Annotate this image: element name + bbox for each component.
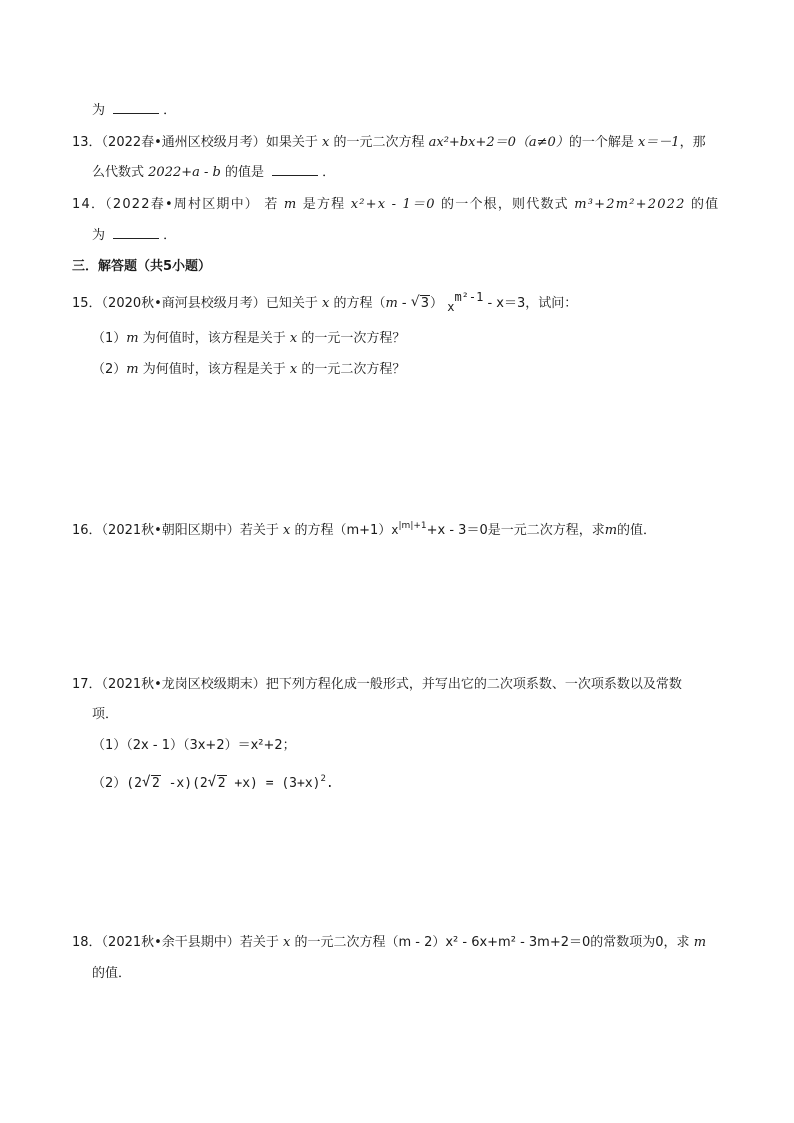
q13-text: 的值是: [225, 165, 265, 180]
question-17-line1: [72, 675, 682, 695]
q14-text: 为: [92, 228, 106, 243]
power-base: x: [391, 523, 399, 537]
question-18-line2: [92, 964, 131, 984]
power-base: x: [447, 300, 455, 314]
equation-part: +x) = (3+x): [226, 776, 321, 791]
q13-text: ，那: [679, 135, 706, 150]
question-number: 18．: [72, 935, 102, 950]
answer-blank[interactable]: [272, 174, 318, 176]
q12-continuation: [92, 101, 176, 121]
paren: ）: [430, 296, 444, 311]
q15-text: - x＝3，试问：: [483, 296, 578, 311]
q15-text: 已知关于: [265, 296, 318, 311]
q14-text: 是方程: [302, 197, 346, 212]
question-17-line2: [92, 705, 118, 725]
question-17-part2: [92, 774, 334, 794]
equation: x²+x - 1＝0: [350, 197, 436, 212]
q12-prefix: 为: [92, 103, 106, 118]
q17-text: 把下列方程化成一般形式，并写出它的二次项系数、一次项系数以及常数: [265, 677, 682, 692]
var-m: m: [604, 523, 618, 538]
q13-text: 的一元二次方程: [333, 135, 425, 150]
q16-text: +x - 3＝0是一元二次方程，求: [426, 523, 605, 538]
question-17-part1: [92, 736, 296, 756]
q14-text: 的一个根，则代数式: [441, 197, 569, 212]
question-14-line1: [72, 195, 719, 215]
equation-part: (2: [126, 776, 142, 791]
question-18-line1: [72, 933, 706, 953]
question-source: （2021秋•余干县期中）: [101, 935, 240, 950]
q18-text: 若关于: [239, 935, 279, 950]
q15-text: 为何值时，该方程是关于: [142, 362, 286, 377]
var-m: m: [126, 362, 139, 377]
part-label: （2）: [92, 776, 127, 791]
question-source: （2021秋•龙岗区校级期末）: [101, 677, 266, 692]
q18-text: 的一元二次方程（m - 2）x² - 6x+m² - 3m+2＝0的常数项为0，求: [294, 935, 690, 950]
var-m: m: [283, 197, 298, 212]
q16-text: 若关于: [239, 523, 279, 538]
question-source: （2022春•周村区期中）: [105, 197, 260, 212]
sqrt-radicand: 2: [151, 776, 160, 791]
question-15-part2: [92, 360, 405, 380]
expression: 2022+a - b: [148, 165, 221, 180]
var-x: x: [289, 362, 298, 377]
answer-blank[interactable]: [113, 237, 159, 239]
question-number: 17．: [72, 677, 102, 692]
q17-text: 项．: [92, 707, 119, 722]
q16-text: 的方程（m+1）: [294, 523, 392, 538]
power-exponent: 2: [320, 774, 326, 784]
question-number: 16．: [72, 523, 102, 538]
equation: ax²+bx+2＝0（a≠0）: [428, 135, 569, 150]
minus-sign: -: [397, 296, 411, 311]
q13-end: ．: [322, 165, 336, 180]
sqrt-symbol: [208, 774, 227, 794]
var-m: m: [385, 296, 398, 311]
var-x: x: [321, 296, 330, 311]
var-x: x: [289, 331, 298, 346]
question-number: 15．: [72, 296, 102, 311]
q15-text: 的方程（: [333, 296, 386, 311]
q13-text: 如果关于: [265, 135, 318, 150]
solution: x＝－1: [637, 135, 680, 150]
q14-text: 若: [264, 197, 279, 212]
var-x: x: [282, 523, 291, 538]
var-m: m: [126, 331, 139, 346]
equation-part: .: [325, 776, 334, 791]
q15-text: 为何值时，该方程是关于: [142, 331, 286, 346]
question-number: 14．: [72, 197, 106, 212]
equation: （2x - 1）（3x+2）＝x²+2；: [126, 738, 296, 753]
answer-blank[interactable]: [113, 112, 159, 114]
expression: m³+2m²+2022: [574, 197, 686, 212]
question-13-line1: [72, 133, 706, 153]
part-label: （2）: [92, 362, 127, 377]
sqrt-symbol: [142, 774, 161, 794]
var-m: m: [693, 935, 707, 950]
q15-text: 的一元一次方程？: [301, 331, 406, 346]
question-14-line2: [92, 226, 176, 246]
sqrt-radicand: 3: [420, 296, 430, 311]
q14-end: ．: [163, 228, 177, 243]
q12-suffix: ．: [163, 103, 177, 118]
question-source: （2022春•通州区校级月考）: [101, 135, 266, 150]
section-title: 三．解答题（共5小题）: [72, 259, 212, 274]
question-15-line1: [72, 290, 578, 314]
power-exponent: |m|+1: [398, 521, 427, 531]
question-source: （2021秋•朝阳区期中）: [101, 523, 240, 538]
question-13-line2: [92, 163, 335, 183]
q14-text: 的值: [690, 197, 720, 212]
q16-text: 的值．: [617, 523, 657, 538]
question-15-part1: [92, 329, 405, 349]
question-source: （2020秋•商河县校级月考）: [101, 296, 266, 311]
q13-text: 么代数式: [92, 165, 145, 180]
equation-part: -x)(2: [160, 776, 208, 791]
sqrt-symbol: [411, 294, 430, 314]
sqrt-radicand: 2: [217, 776, 226, 791]
q15-text: 的一元二次方程？: [301, 362, 406, 377]
q18-text: 的值．: [92, 966, 132, 981]
q13-text: 的一个解是: [568, 135, 634, 150]
var-x: x: [282, 935, 291, 950]
part-label: （1）: [92, 738, 127, 753]
question-number: 13．: [72, 135, 102, 150]
var-x: x: [321, 135, 330, 150]
question-16: [72, 520, 656, 541]
power-exponent: m²-1: [454, 290, 484, 304]
part-label: （1）: [92, 331, 127, 346]
